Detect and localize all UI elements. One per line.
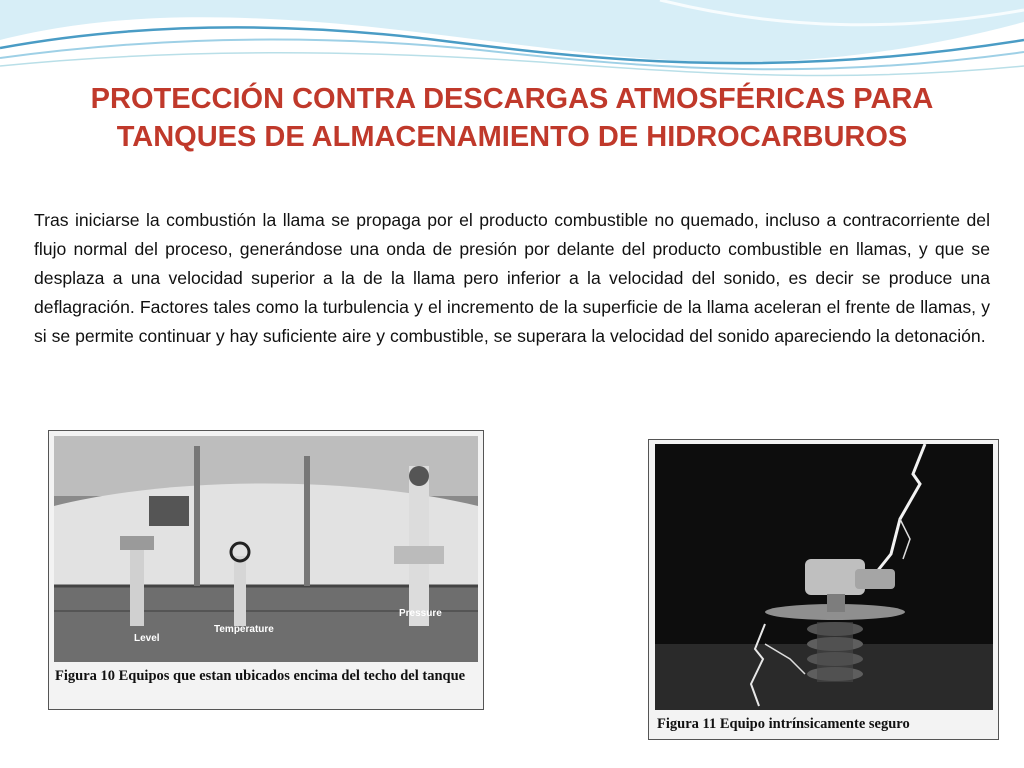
- label-pressure: Pressure: [399, 608, 442, 619]
- label-level: Level: [134, 633, 160, 644]
- figure-10-caption: Figura 10 Equipos que estan ubicados encima del techo del tanque: [55, 668, 466, 684]
- slide-title-line-2: TANQUES DE ALMACENAMIENTO DE HIDROCARBUROS: [116, 121, 908, 153]
- tank-roof-equipment-photo: [54, 436, 478, 662]
- label-temperature: Temperature: [214, 624, 274, 635]
- figure-10: [48, 430, 484, 710]
- lightning-equipment-photo: [655, 444, 993, 710]
- slide-title: [0, 80, 1024, 156]
- header-wave-decoration: [0, 0, 1024, 90]
- body-paragraph: Tras iniciarse la combustión la llama se propaga por el producto combustible no quemado, incluso a contracorriente del flujo normal del proceso, generándose una onda de presión por delante del producto combustible en llamas, y que se desplaza a una velocidad superior a la de la llama pero inferior a la velocidad del sonido, es decir se produce una deflagración. Factores tales como la turbulencia y el incremento de la superficie de la llama aceleran el frente de llamas, y si se permite continuar y hay suficiente aire y combustible, se superara la velocidad del sonido apareciendo la detonación.: [34, 210, 990, 346]
- figure-11: [648, 439, 999, 740]
- figure-11-caption: Figura 11 Equipo intrínsicamente seguro: [657, 716, 910, 732]
- slide-title-line-1: PROTECCIÓN CONTRA DESCARGAS ATMOSFÉRICAS PARA: [90, 83, 934, 115]
